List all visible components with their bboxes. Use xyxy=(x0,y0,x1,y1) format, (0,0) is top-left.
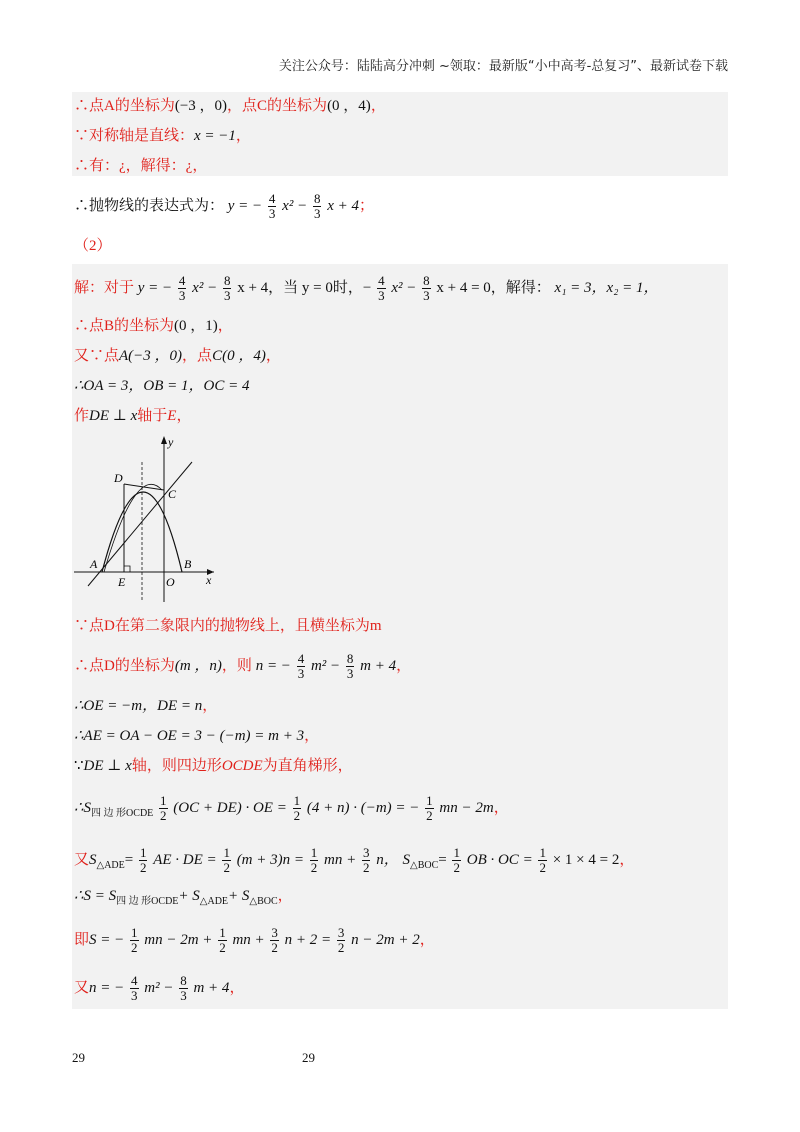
label-b: B xyxy=(184,557,192,571)
label-a: A xyxy=(90,557,98,571)
line-solution-intro: 解：对于 y = − $\frac{4}{3}$ x² − $\frac{8}{3}$ x + 4，当 y = 0时，− $\frac{4}{3}$ x² − $\frac{8}{3}$ x + 4 = 0，解得： x₁ = 3，x₂ = 1， xyxy=(74,273,659,303)
right-angle-mark xyxy=(124,566,130,572)
line-points-a-c: 又∵点A(−3 ，0)，点C(0 ，4)， xyxy=(74,348,281,364)
line-point-coords: ∴点A的坐标为(−3 ，0)，点C的坐标为(0 ，4)， xyxy=(74,98,386,114)
line-ac xyxy=(88,462,192,586)
line-perpendicular: 作DE ⊥ x轴于E， xyxy=(74,408,192,424)
y-axis-arrow xyxy=(161,436,167,444)
line-solve: ∴有：¿，解得：¿， xyxy=(74,158,208,174)
part-2-label: （2） xyxy=(74,238,112,254)
label-y: y xyxy=(168,435,174,449)
line-ae: ∴AE = OA − OE = 3 − (−m) = m + 3， xyxy=(74,728,320,744)
label-c: C xyxy=(168,487,177,501)
fraction: $\frac{4}{3}$ xyxy=(268,191,276,221)
line-trapezoid: ∵DE ⊥ x轴，则四边形OCDE为直角梯形， xyxy=(74,758,353,774)
line-s-expression: 即S = − $\frac{1}{2}$ mn − 2m + $\frac{1}{2}$ mn + $\frac{3}{2}$ n + 2 = $\frac{3}{2}$ n − 2m + 2， xyxy=(74,925,435,955)
page-number-center: 29 xyxy=(302,1050,315,1065)
label-d: D xyxy=(114,471,123,485)
line-oe-de: ∴OE = −m，DE = n， xyxy=(74,698,218,714)
parabola-graph xyxy=(74,432,216,604)
line-axis-of-symmetry: ∵对称轴是直线：x = −1， xyxy=(74,128,251,144)
fraction: $\frac{8}{3}$ xyxy=(313,191,321,221)
label-e: E xyxy=(118,575,126,589)
line-point-d-desc: ∵点D在第二象限内的抛物线上，且横坐标为m xyxy=(74,618,382,634)
parabola-figure xyxy=(74,432,216,604)
line-parabola-expression: ∴抛物线的表达式为： y = − $\frac{4}{3}$ x² − $\frac{8}{3}$ x + 4； xyxy=(74,191,374,221)
page-number-left: 29 xyxy=(72,1050,85,1065)
label-x: x xyxy=(206,573,212,587)
line-area-triangles: 又$S_{\triangle ADE}=$ $\frac{1}{2}$ AE · DE = $\frac{1}{2}$ (m + 3)n = $\frac{1}{2}$ mn + $\frac{3}{2}$ n， $S_{\triangle BOC}=$ $\frac{1}{2}$ OB · OC = $\frac{1}{2}$ × 1 × 4 = 2， xyxy=(74,845,635,875)
line-total-area: ∴S = $S_{四 边 形OCDE}+ S_{\triangle ADE}+ S_{\triangle BOC}$， xyxy=(74,888,293,907)
line-point-d-coords: ∴点D的坐标为(m ，n)，则 n = − $\frac{4}{3}$ m² − $\frac{8}{3}$ m + 4， xyxy=(74,651,412,681)
page-header: 关注公众号：陆陆高分冲刺 ~领取：最新版“小中高考-总复习”、最新试卷下载 xyxy=(278,59,728,74)
label-o: O xyxy=(166,575,175,589)
line-n-expression: 又n = − $\frac{4}{3}$ m² − $\frac{8}{3}$ m + 4， xyxy=(74,973,245,1003)
line-point-b: ∴点B的坐标为(0 ，1)， xyxy=(74,318,233,334)
line-area-trapezoid: $\therefore S_{四 边 形OCDE}$ $\frac{1}{2}$ (OC + DE) · OE = $\frac{1}{2}$ (4 + n) · (−m) = − $\frac{1}{2}$ mn − 2m， xyxy=(74,793,509,823)
line-lengths: ∴OA = 3，OB = 1，OC = 4 xyxy=(74,378,250,394)
